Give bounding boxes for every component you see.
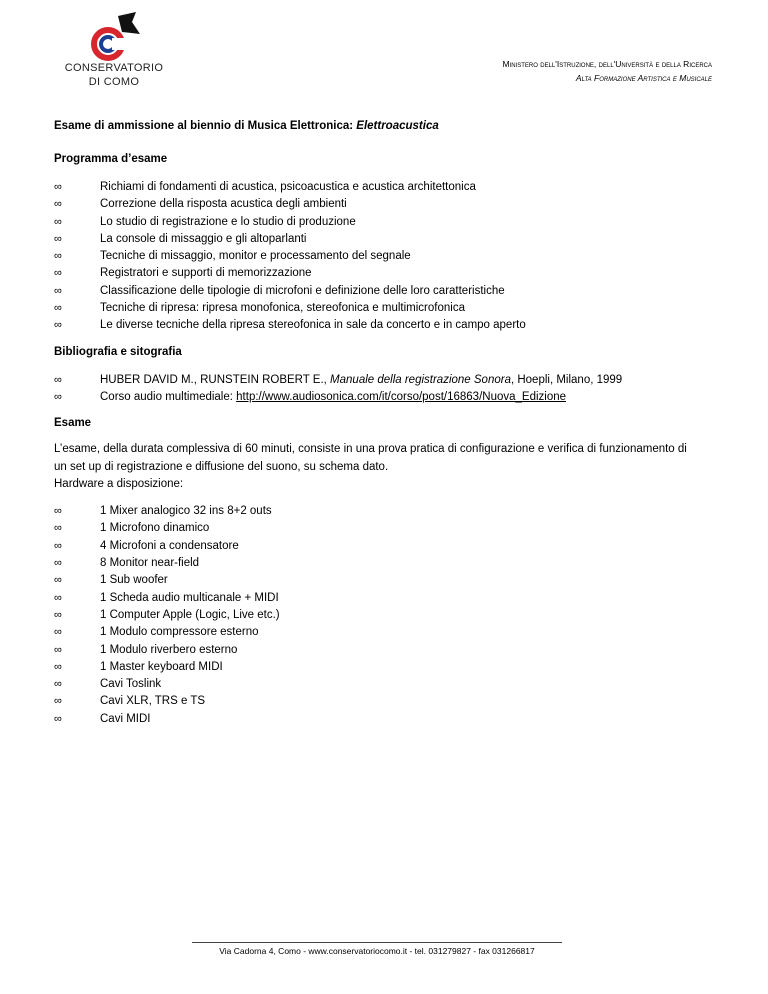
page-footer: Via Cadorna 4, Como - www.conservatoriocomo.it - tel. 031279827 - fax 031266817: [192, 942, 562, 956]
list-item: [54, 607, 724, 624]
list-item-text: Cavi MIDI: [100, 712, 151, 725]
list-item-text: Lo studio di registrazione e lo studio di produzione: [100, 215, 356, 228]
bullet-icon: ∞: [54, 574, 62, 587]
bullet-icon: ∞: [54, 181, 62, 193]
ministry-line1: Ministero dell'Istruzione, dell'Università e della Ricerca: [502, 59, 712, 69]
bullet-icon: ∞: [54, 373, 62, 386]
logo-emblem-icon: [88, 12, 144, 64]
bullet-icon: ∞: [54, 539, 62, 552]
ministry-line2: Alta Formazione Artistica e Musicale: [575, 73, 712, 83]
list-item: [54, 214, 724, 231]
bullet-icon: ∞: [54, 591, 62, 604]
list-item: [54, 693, 724, 710]
list-item-text: Correzione della risposta acustica degli ambienti: [100, 198, 347, 211]
bullet-icon: ∞: [54, 284, 62, 297]
bullet-icon: ∞: [54, 626, 62, 639]
conservatorio-logo: [64, 12, 164, 92]
bullet-icon: ∞: [54, 522, 62, 535]
bibliografia-heading: Bibliografia e sitografia: [54, 345, 182, 358]
esame-paragraph-line1: L’esame, della durata complessiva di 60 minuti, consiste in una prova pratica di configurazione e verifica di funzionamento di: [54, 443, 687, 456]
list-item: [54, 572, 724, 589]
page-title: Esame di ammissione al biennio di Musica Elettronica: Elettroacustica: [54, 120, 439, 132]
title-subject: Elettroacustica: [356, 120, 439, 132]
list-item: [54, 300, 724, 317]
document-body: [54, 118, 724, 728]
bullet-icon: ∞: [54, 660, 62, 673]
list-item-text: Richiami di fondamenti di acustica, psicoacustica e acustica architettonica: [100, 181, 476, 193]
bullet-icon: ∞: [54, 712, 62, 725]
list-item: [54, 179, 724, 196]
list-item: [54, 659, 724, 676]
list-item: [54, 555, 724, 572]
bullet-icon: ∞: [54, 232, 62, 245]
bullet-icon: ∞: [54, 608, 62, 621]
bullet-icon: ∞: [54, 695, 62, 708]
list-item: [54, 590, 724, 607]
list-item: [54, 624, 724, 641]
list-item-text: 1 Sub woofer: [100, 574, 168, 587]
bibliografia-list: [54, 372, 724, 407]
list-item: ∞ Corso audio multimediale: http://www.audiosonica.com/it/corso/post/16863/Nuova_Edizione: [54, 389, 724, 406]
programma-heading: Programma d’esame: [54, 153, 168, 165]
bullet-icon: ∞: [54, 557, 62, 570]
list-item-text: 4 Microfoni a condensatore: [100, 539, 239, 552]
list-item: [54, 265, 724, 282]
programma-list: [54, 179, 724, 335]
list-item: [54, 520, 724, 537]
list-item: [54, 676, 724, 693]
list-item-text: Registratori e supporti di memorizzazione: [100, 267, 312, 280]
list-item: [54, 538, 724, 555]
list-item-text: Tecniche di ripresa: ripresa monofonica, stereofonica e multimicrofonica: [100, 302, 465, 315]
list-item-text: 1 Microfono dinamico: [100, 522, 210, 535]
bullet-icon: ∞: [54, 643, 62, 656]
list-item-text: 8 Monitor near-field: [100, 557, 200, 570]
esame-paragraph-line2: un set up di registrazione e diffusione del suono, su schema dato.: [54, 460, 389, 473]
list-item-text: 1 Mixer analogico 32 ins 8+2 outs: [100, 505, 272, 518]
list-item-text: Le diverse tecniche della ripresa stereofonica in sale da concerto e in campo aperto: [100, 319, 526, 332]
bullet-icon: ∞: [54, 302, 62, 315]
book-title: Manuale della registrazione Sonora: [330, 373, 511, 386]
list-item: [54, 248, 724, 265]
list-item: [54, 196, 724, 213]
list-item-text: Tecniche di missaggio, monitor e processamento del segnale: [100, 250, 411, 263]
list-item-text: 1 Master keyboard MIDI: [100, 660, 223, 673]
hardware-list: [54, 503, 724, 728]
bullet-icon: ∞: [54, 250, 62, 263]
bullet-icon: ∞: [54, 198, 62, 211]
bullet-icon: ∞: [54, 267, 62, 280]
esame-heading: Esame: [54, 417, 92, 430]
bullet-icon: ∞: [54, 319, 62, 332]
list-item: [54, 503, 724, 520]
list-item-text: 1 Scheda audio multicanale + MIDI: [100, 591, 279, 604]
list-item: ∞ HUBER DAVID M., RUNSTEIN ROBERT E., Manuale della registrazione Sonora, Hoepli, Milano, 1999: [54, 372, 724, 389]
list-item: [54, 642, 724, 659]
list-item-text: La console di missaggio e gli altoparlanti: [100, 232, 307, 245]
bullet-icon: ∞: [54, 505, 62, 518]
list-item: [54, 283, 724, 300]
list-item-text: Classificazione delle tipologie di microfoni e definizione delle loro caratteristiche: [100, 284, 505, 297]
logo-text-line2: DI COMO: [88, 76, 140, 88]
bullet-icon: ∞: [54, 678, 62, 691]
list-item-text: 1 Computer Apple (Logic, Live etc.): [100, 608, 280, 621]
ministry-header: [502, 57, 712, 85]
logo-text-line1: CONSERVATORIO: [64, 62, 164, 74]
bullet-icon: ∞: [54, 215, 62, 228]
list-item: [54, 711, 724, 728]
course-link[interactable]: http://www.audiosonica.com/it/corso/post/16863/Nuova_Edizione: [236, 390, 567, 403]
hardware-label: Hardware a disposizione:: [54, 477, 184, 490]
list-item-text: 1 Modulo riverbero esterno: [100, 643, 238, 656]
list-item: [54, 317, 724, 334]
list-item-text: 1 Modulo compressore esterno: [100, 626, 259, 639]
bullet-icon: ∞: [54, 390, 62, 403]
list-item: [54, 231, 724, 248]
list-item-text: Cavi Toslink: [100, 678, 162, 691]
list-item-text: Cavi XLR, TRS e TS: [100, 695, 206, 708]
